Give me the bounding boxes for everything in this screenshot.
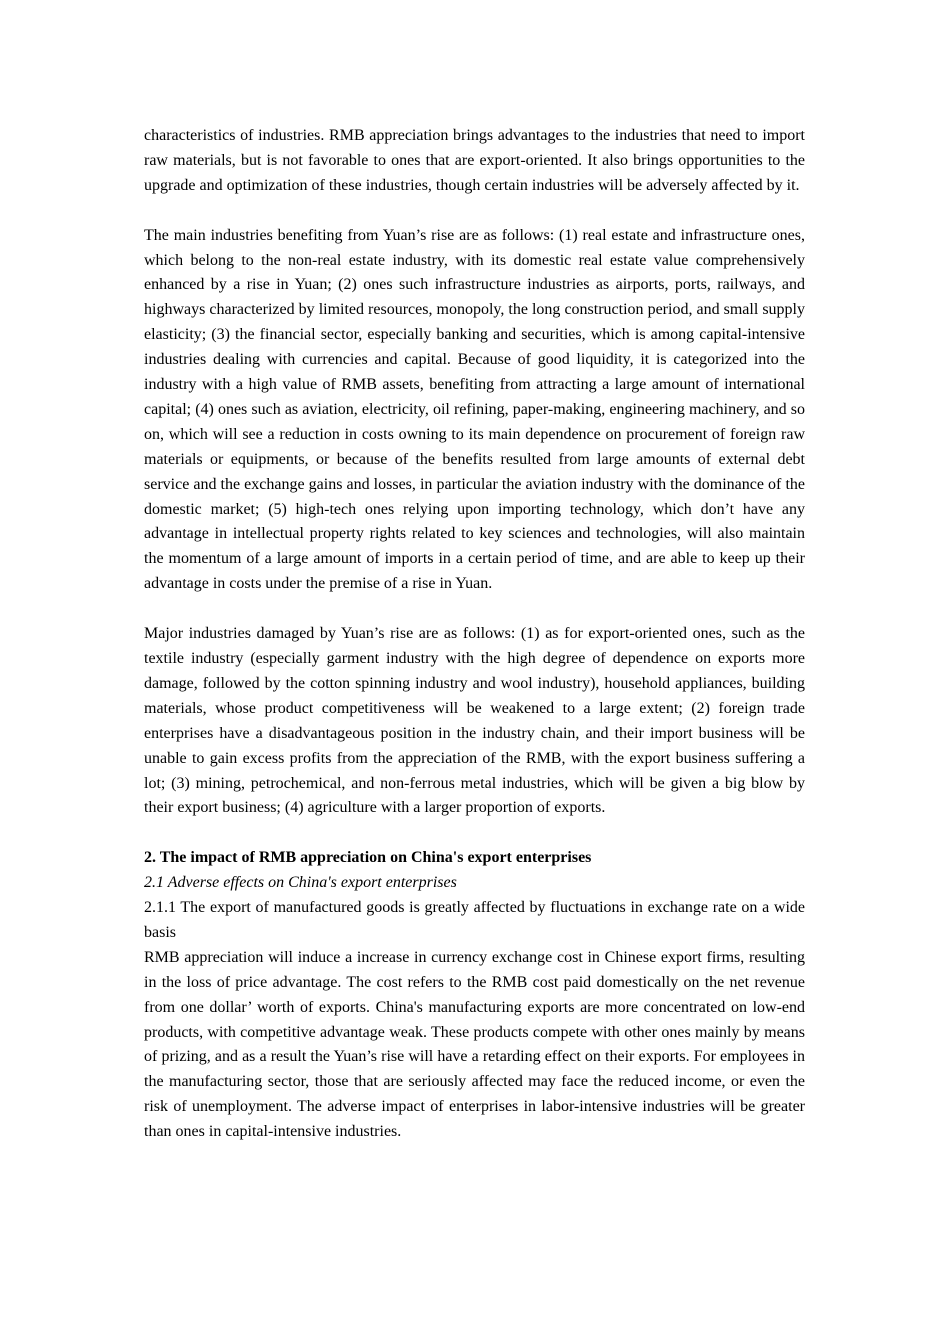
subsubsection-heading: 2.1.1 The export of manufactured goods is greatly affected by fluctuations in exchange rate on a wide basis <box>144 899 805 941</box>
document-page <box>144 124 805 1145</box>
subsection-heading: 2.1 Adverse effects on China's export enterprises <box>144 874 457 892</box>
section-heading: 2. The impact of RMB appreciation on China's export enterprises <box>144 849 592 867</box>
paragraph-industry-characteristics: characteristics of industries. RMB appreciation brings advantages to the industries that need to import raw materials, but is not favorable to ones that are export-oriented. It also brings opportunities to the upgrade and optimization of these industries, though certain industries will be adversely affected by it. <box>144 127 805 194</box>
paragraph-spacer <box>144 821 805 846</box>
paragraph-benefiting-industries: The main industries benefiting from Yuan’s rise are as follows: (1) real estate and infrastructure ones, which belong to the non-real estate industry, with its domestic real estate value comprehensively enhanced by a rise in Yuan; (2) ones such infrastructure industries as airports, ports, railways, and highways characterized by limited resources, monopoly, the long construction period, and small supply elasticity; (3) the financial sector, especially banking and securities, which is among capital-intensive industries dealing with currencies and capital. Because of good liquidity, it is categorized into the industry with a high value of RMB assets, benefiting from attracting a large amount of international capital; (4) ones such as aviation, electricity, oil refining, paper-making, engineering machinery, and so on, which will see a reduction in costs owning to its main dependence on procurement of foreign raw materials or equipments, or because of the benefits resulted from large amounts of external debt service and the exchange gains and losses, in particular the aviation industry with the dominance of the domestic market; (5) high-tech ones relying upon importing technology, which don’t have any advantage in intellectual property rights related to key sciences and technologies, will also maintain the momentum of a large amount of imports in a certain period of time, and are able to keep up their advantage in costs under the premise of a rise in Yuan. <box>144 226 805 593</box>
paragraph-spacer <box>144 597 805 622</box>
paragraph-damaged-industries: Major industries damaged by Yuan’s rise are as follows: (1) as for export-oriented ones, such as the textile industry (especially garment industry with the high degree of dependence on exports more damage, followed by the cotton spinning industry and wool industry), household appliances, building materials, whose product competitiveness will be weakened to a large extent; (2) foreign trade enterprises have a disadvantageous position in the industry chain, and their import business will be unable to gain excess profits from the appreciation of the RMB, with the export business suffering a lot; (3) mining, petrochemical, and non-ferrous metal industries, which will be given a big blow by their export business; (4) agriculture with a larger proportion of exports. <box>144 625 805 817</box>
paragraph-spacer <box>144 199 805 224</box>
paragraph-export-cost: RMB appreciation will induce a increase in currency exchange cost in Chinese export firms, resulting in the loss of price advantage. The cost refers to the RMB cost paid domestically on the net revenue from one dollar’ worth of exports. China's manufacturing exports are more concentrated on low-end products, with competitive advantage weak. These products compete with other ones mainly by means of prizing, and as a result the Yuan’s rise will have a retarding effect on their exports. For employees in the manufacturing sector, those that are seriously affected may face the reduced income, or even the risk of unemployment. The adverse impact of enterprises in labor-intensive industries will be greater than ones in capital-intensive industries. <box>144 948 805 1141</box>
